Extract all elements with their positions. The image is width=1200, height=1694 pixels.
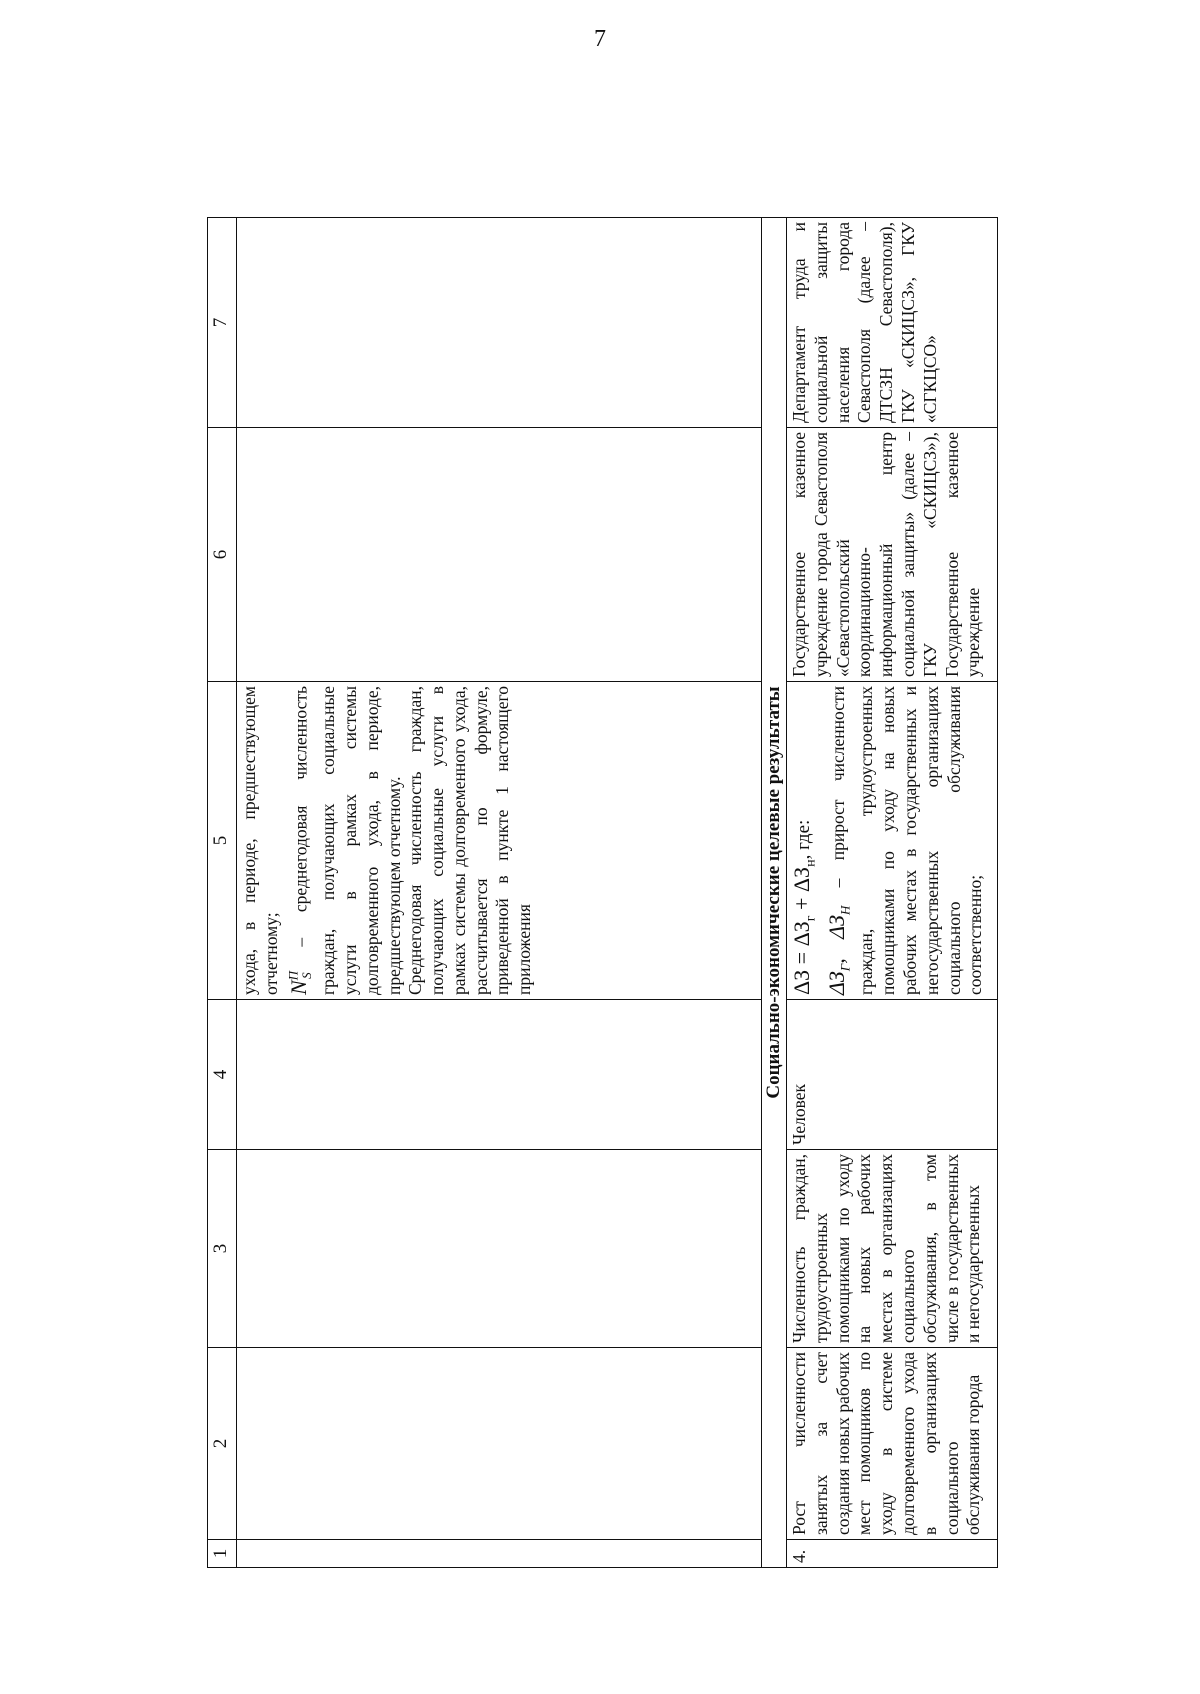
cell-empty — [237, 1348, 762, 1540]
column-number: 2 — [208, 1348, 237, 1540]
data-source: Государственное казенное учреждение города Севастополя «Севастопольский координационно-информационный центр социальной защиты» (далее – ГКУ «СКИЦСЗ»), Государственное казенное учреждение — [787, 428, 998, 682]
indicator-name: Рост численности занятых за счет создания новых рабочих мест помощников по уходу в системе долговременного ухода в организациях социального обслуживания города — [787, 1348, 998, 1540]
section-title: Социально-экономические целевые результаты — [762, 218, 787, 1568]
continued-ns-definition: $N^П_S$ – среднегодовая численность граждан, получающих социальные услуги в рамках системы долговременного ухода, в периоде, предшествующем отчетному. — [285, 686, 404, 995]
formula-explanation: $\Delta З_Г$, $\Delta З_Н$ – прирост численности граждан, трудоустроенных помощниками по уходу на новых рабочих местах в государственных и негосударственных организациях социального обслуживания соответственно; — [824, 686, 986, 995]
row-number: 4. — [787, 1540, 998, 1568]
indicator-unit: Человек — [787, 1000, 998, 1150]
column-number-row — [208, 218, 237, 1568]
cell-empty — [237, 1000, 762, 1150]
column-number: 6 — [208, 428, 237, 682]
continued-row — [237, 218, 762, 1568]
continued-line: ухода, в периоде, предшествующем отчетному; — [239, 686, 281, 995]
column-number: 5 — [208, 682, 237, 1000]
column-number: 3 — [208, 1150, 237, 1348]
cell-empty — [237, 218, 762, 428]
continued-calculation-cell — [237, 682, 762, 1000]
column-number: 1 — [208, 1540, 237, 1568]
variable-ns: $N^П_S$ — [285, 970, 315, 995]
calculation-method — [787, 682, 998, 1000]
formula: $\Delta З = \Delta З_г + \Delta З_н$, где: — [789, 819, 819, 995]
variable-dz: $\Delta З_Г$, $\Delta З_Н$ — [824, 905, 853, 995]
continued-line: Среднегодовая численность граждан, получающих социальные услуги в рамках системы долговременного ухода, рассчитывается по формуле, приведенной в пункте 1 настоящего приложения — [405, 686, 535, 995]
column-number: 7 — [208, 218, 237, 428]
cell-empty — [237, 428, 762, 682]
section-row — [762, 218, 787, 1568]
indicator-definition: Численность граждан, трудоустроенных помощниками по уходу на новых рабочих местах в организациях социального обслуживания, в том числе в государственных и негосударственных — [787, 1150, 998, 1348]
indicator-row-4 — [787, 218, 998, 1568]
column-number: 4 — [208, 1000, 237, 1150]
cell-empty — [237, 1150, 762, 1348]
responsible-body: Департамент труда и социальной защиты населения города Севастополя (далее – ДТСЗН Севастополя), ГКУ «СКИЦСЗ», ГКУ «СГКЦСО» — [787, 218, 998, 428]
indicators-table — [207, 217, 998, 1568]
page-number: 7 — [594, 26, 606, 52]
rotated-table-frame — [207, 218, 1017, 1568]
cell-empty — [237, 1540, 762, 1568]
